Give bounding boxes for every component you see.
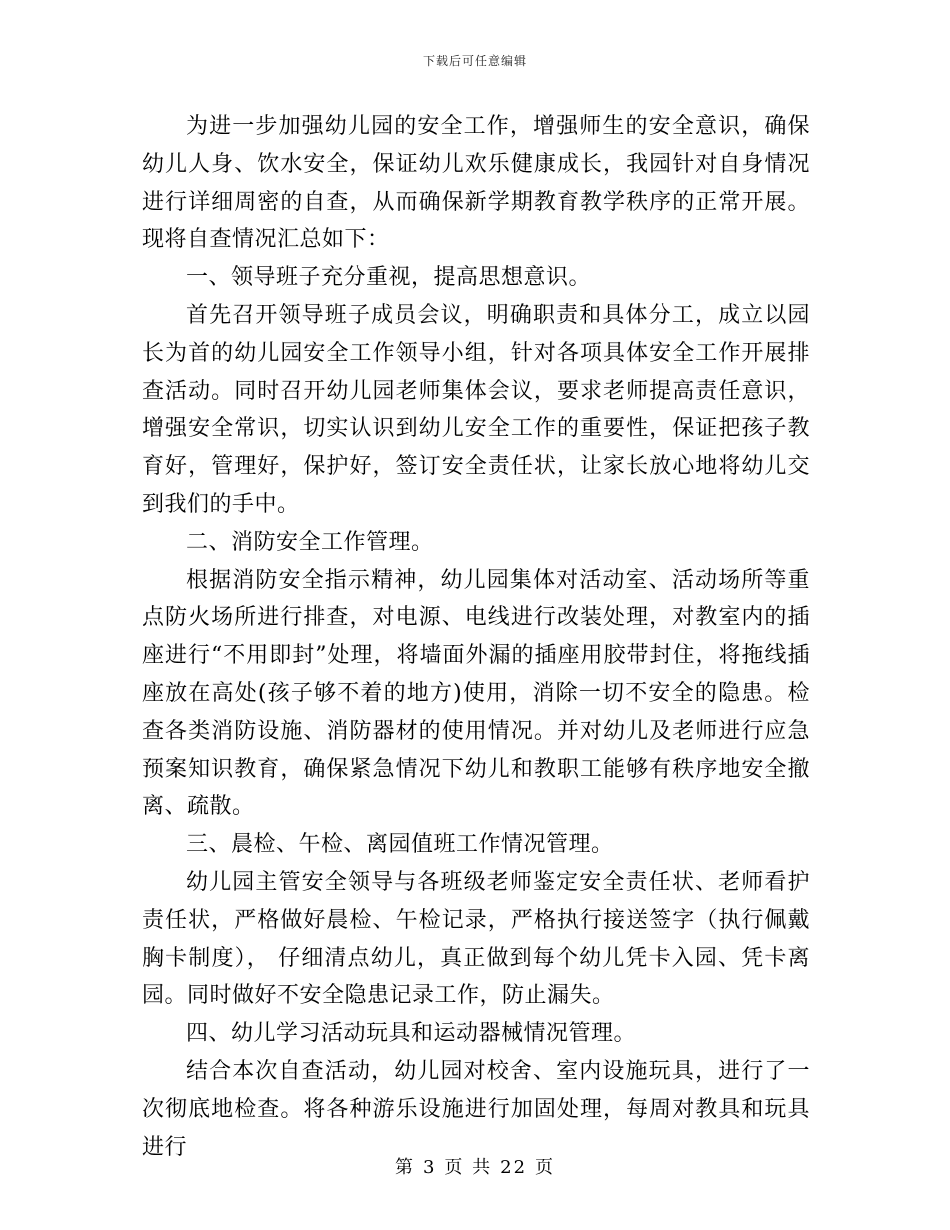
- document-body: [142, 108, 810, 1166]
- paragraph-intro: 为进一步加强幼儿园的安全工作，增强师生的安全意识，确保幼儿人身、饮水安全，保证幼儿欢乐健康成长，我园针对自身情况进行详细周密的自查，从而确保新学期教育教学秩序的正常开展。现将自查情况汇总如下：: [142, 114, 810, 253]
- footer-total-pages: 22: [500, 1157, 528, 1178]
- paragraph-section-4: 结合本次自查活动，幼儿园对校舍、室内设施玩具，进行了一次彻底地检查。将各种游乐设施进行加固处理，每周对教具和玩具进行: [142, 1058, 810, 1160]
- section-heading-3: 三、晨检、午检、离园值班工作情况管理。: [186, 832, 614, 858]
- paragraph-section-3: 幼儿园主管安全领导与各班级老师鉴定安全责任状、老师看护责任状，严格做好晨检、午检记录，严格执行接送签字（执行佩戴胸卡制度）， 仔细清点幼儿，真正做到每个幼儿凭卡入园、凭卡离园。同时做好不安全隐患记录工作，防止漏失。: [142, 869, 810, 1009]
- footer-page-number: 3: [422, 1157, 437, 1178]
- footer-prefix: 第: [394, 1157, 415, 1178]
- footer-middle: 页 共: [444, 1157, 493, 1178]
- page-footer: [0, 1153, 950, 1179]
- paragraph-section-2: 根据消防安全指示精神，幼儿园集体对活动室、活动场所等重点防火场所进行排查，对电源、电线进行改装处理，对教室内的插座进行“不用即封”处理，将墙面外漏的插座用胶带封住，将拖线插座放在高处(孩子够不着的地方)使用，消除一切不安全的隐患。检查各类消防设施、消防器材的使用情况。并对幼儿及老师进行应急预案知识教育，确保紧急情况下幼儿和教职工能够有秩序地安全撤离、疏散。: [142, 567, 810, 820]
- paragraph-section-1: 首先召开领导班子成员会议，明确职责和具体分工，成立以园长为首的幼儿园安全工作领导小组，针对各项具体安全工作开展排查活动。同时召开幼儿园老师集体会议，要求老师提高责任意识，增强安全常识，切实认识到幼儿安全工作的重要性，保证把孩子教育好，管理好，保护好，签订安全责任状，让家长放心地将幼儿交到我们的手中。: [142, 302, 810, 517]
- section-heading-4: 四、幼儿学习活动玩具和运动器械情况管理。: [186, 1021, 637, 1047]
- footer-suffix: 页: [535, 1157, 556, 1178]
- section-heading-2: 二、消防安全工作管理。: [186, 529, 434, 555]
- header-note: 下载后可任意编辑: [422, 54, 527, 68]
- section-heading-1: 一、领导班子充分重视，提高思想意识。: [186, 265, 592, 291]
